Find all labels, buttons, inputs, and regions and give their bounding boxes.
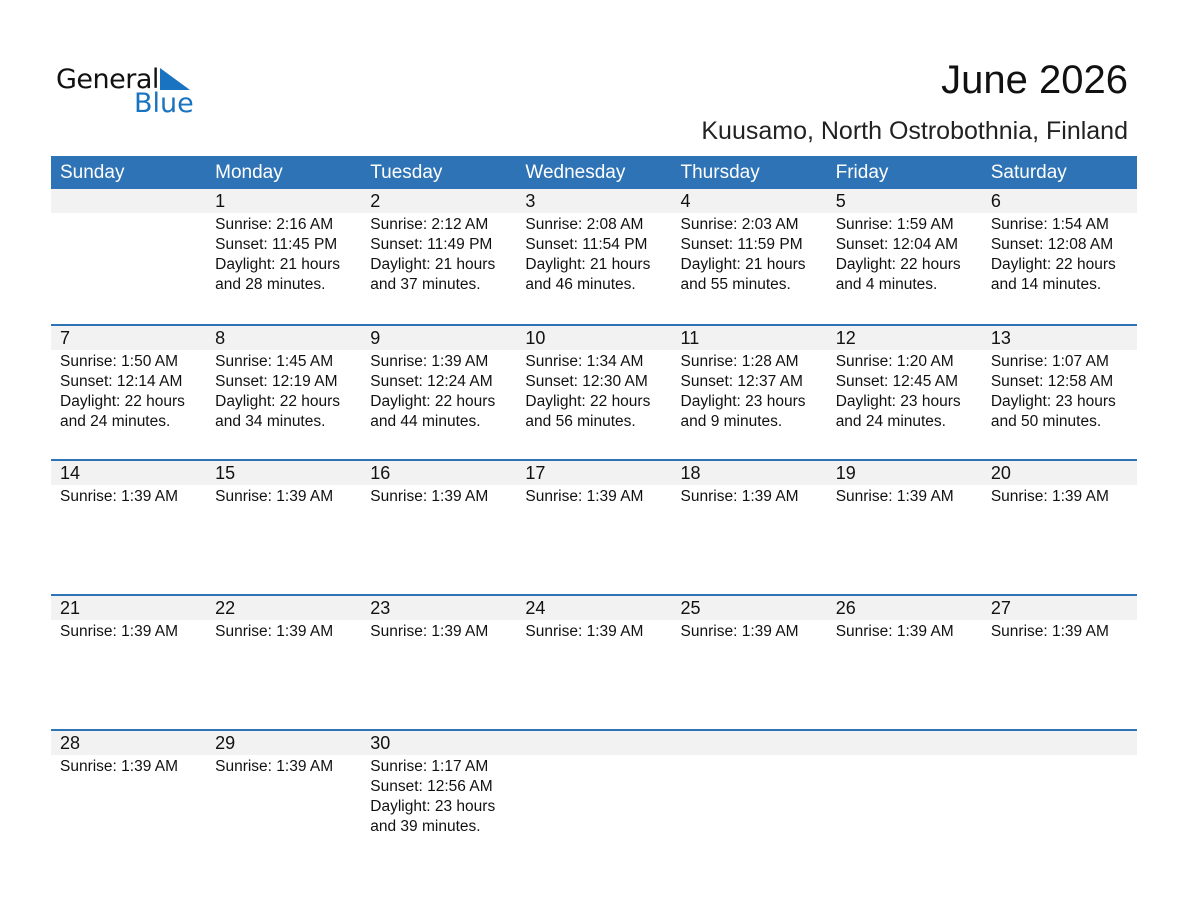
- sun-info-line: Sunrise: 1:39 AM: [60, 488, 179, 505]
- sun-info-line: Daylight: 22 hours: [215, 393, 341, 410]
- sun-info-line: Sunrise: 1:50 AM: [60, 353, 179, 370]
- sun-info-line: Sunset: 12:24 AM: [370, 373, 493, 390]
- weekday-wednesday: Wednesday: [525, 162, 626, 183]
- sun-info-line: Sunrise: 2:03 AM: [680, 216, 799, 233]
- sun-info-line: Sunset: 12:58 AM: [990, 373, 1114, 390]
- sun-info-line: Daylight: 21 hours: [525, 256, 651, 273]
- sun-info-line: Daylight: 23 hours: [680, 393, 806, 410]
- day-cell: [516, 326, 671, 432]
- day-number: 18: [680, 463, 701, 483]
- day-cell: [827, 326, 982, 432]
- sun-info-line: and 34 minutes.: [215, 413, 326, 430]
- weekday-header: [51, 156, 1137, 189]
- sun-info-line: Sunrise: 1:39 AM: [215, 758, 334, 775]
- sun-info-line: Sunrise: 1:39 AM: [990, 623, 1109, 640]
- sun-info-line: Daylight: 22 hours: [835, 256, 961, 273]
- weekday-sunday: Sunday: [60, 162, 125, 183]
- day-number: 4: [680, 191, 691, 211]
- sun-info-line: Sunrise: 1:45 AM: [215, 353, 334, 370]
- day-cell: [206, 326, 361, 432]
- sun-info-line: Daylight: 22 hours: [990, 256, 1116, 273]
- day-cell: [672, 189, 827, 295]
- day-cell: [516, 596, 671, 642]
- day-cell: [982, 461, 1137, 507]
- day-number: 15: [215, 463, 236, 483]
- day-cell: [361, 596, 516, 642]
- day-cell: [516, 189, 671, 295]
- day-number: 6: [990, 191, 1001, 211]
- sun-info-line: Daylight: 21 hours: [215, 256, 341, 273]
- sun-info-line: and 4 minutes.: [835, 276, 938, 293]
- sun-info-line: and 55 minutes.: [680, 276, 791, 293]
- day-number: 14: [60, 463, 81, 483]
- day-cell: [982, 326, 1137, 432]
- day-number: 17: [525, 463, 546, 483]
- day-number: 23: [370, 598, 391, 618]
- sun-info-line: and 28 minutes.: [215, 276, 326, 293]
- day-number: 24: [525, 598, 546, 618]
- sun-info-line: Sunrise: 1:39 AM: [525, 488, 644, 505]
- sun-info-line: Sunrise: 1:07 AM: [990, 353, 1109, 370]
- day-number: 26: [835, 598, 856, 618]
- week-row: [51, 729, 1137, 864]
- day-number: 16: [370, 463, 391, 483]
- day-cell: [827, 461, 982, 507]
- sun-info-line: Sunrise: 2:12 AM: [370, 216, 489, 233]
- sun-info-line: Sunrise: 1:34 AM: [525, 353, 644, 370]
- sun-info-line: Sunrise: 1:39 AM: [525, 623, 644, 640]
- sun-info-line: Sunset: 11:45 PM: [215, 236, 338, 253]
- week-row: [51, 189, 1137, 324]
- sun-info-line: Sunrise: 1:54 AM: [990, 216, 1109, 233]
- day-cell: [361, 189, 516, 295]
- logo-text-blue: Blue: [134, 88, 194, 119]
- sun-info-line: and 50 minutes.: [990, 413, 1102, 430]
- day-number: 30: [370, 733, 391, 753]
- day-number: 29: [215, 733, 236, 753]
- day-cell: [982, 189, 1137, 295]
- day-cell: [51, 326, 206, 432]
- day-number: 13: [990, 328, 1011, 348]
- day-cell: [206, 596, 361, 642]
- week-row: [51, 324, 1137, 459]
- sun-info-line: Sunset: 12:30 AM: [525, 373, 648, 390]
- day-cell: [51, 461, 206, 507]
- sun-info-line: Sunrise: 1:20 AM: [835, 353, 954, 370]
- sun-info-line: and 14 minutes.: [990, 276, 1102, 293]
- sun-info-line: Sunset: 11:49 PM: [370, 236, 493, 253]
- sun-info-line: Sunset: 12:14 AM: [60, 373, 183, 390]
- calendar-grid: [51, 156, 1137, 864]
- day-cell: [361, 326, 516, 432]
- sun-info-line: Sunrise: 1:39 AM: [370, 353, 489, 370]
- sun-info-line: Sunset: 12:08 AM: [990, 236, 1114, 253]
- sun-info-line: Sunset: 11:59 PM: [680, 236, 803, 253]
- sun-info-line: Sunrise: 1:28 AM: [680, 353, 799, 370]
- sun-info-line: Sunrise: 1:39 AM: [990, 488, 1109, 505]
- weekday-tuesday: Tuesday: [370, 162, 443, 183]
- page-title: June 2026: [941, 58, 1128, 102]
- day-number: 9: [370, 328, 381, 348]
- day-number: 12: [835, 328, 856, 348]
- sun-info-line: Daylight: 23 hours: [835, 393, 961, 410]
- day-number: 1: [215, 191, 226, 211]
- sun-info-line: Sunset: 12:04 AM: [835, 236, 959, 253]
- sun-info-line: Sunrise: 1:39 AM: [60, 623, 179, 640]
- day-cell: [827, 596, 982, 642]
- sun-info-line: Sunrise: 2:08 AM: [525, 216, 644, 233]
- sun-info-line: Sunrise: 1:59 AM: [835, 216, 954, 233]
- sun-info-line: Daylight: 21 hours: [370, 256, 496, 273]
- sun-info-line: Sunrise: 1:39 AM: [370, 623, 489, 640]
- sun-info-line: Daylight: 22 hours: [370, 393, 496, 410]
- day-cell: [516, 461, 671, 507]
- day-cell: [51, 596, 206, 642]
- weekday-friday: Friday: [835, 162, 889, 183]
- weekday-thursday: Thursday: [680, 162, 760, 183]
- sun-info-line: and 24 minutes.: [835, 413, 946, 430]
- day-cell: [361, 731, 516, 837]
- sun-info-line: Sunrise: 2:16 AM: [215, 216, 334, 233]
- logo: [56, 64, 194, 119]
- day-cell: [672, 596, 827, 642]
- day-number: 11: [680, 328, 700, 348]
- sun-info-line: Sunset: 12:19 AM: [215, 373, 338, 390]
- sun-info-line: Sunrise: 1:39 AM: [835, 488, 954, 505]
- day-number: 19: [835, 463, 856, 483]
- day-number: 28: [60, 733, 81, 753]
- weekday-saturday: Saturday: [990, 162, 1067, 183]
- sun-info-line: Sunset: 11:54 PM: [525, 236, 648, 253]
- weekday-monday: Monday: [215, 162, 283, 183]
- sun-info-line: Sunrise: 1:39 AM: [215, 488, 334, 505]
- sun-info-line: Sunset: 12:37 AM: [680, 373, 803, 390]
- sun-info-line: and 9 minutes.: [680, 413, 783, 430]
- day-number: 3: [525, 191, 536, 211]
- day-cell: [51, 731, 206, 777]
- sun-info-line: and 56 minutes.: [525, 413, 636, 430]
- sun-info-line: Daylight: 23 hours: [990, 393, 1116, 410]
- sun-info-line: Sunset: 12:56 AM: [370, 778, 493, 795]
- logo-text-general: General: [56, 64, 159, 95]
- sun-info-line: Sunrise: 1:39 AM: [60, 758, 179, 775]
- sun-info-line: Sunrise: 1:39 AM: [680, 488, 799, 505]
- sun-info-line: Sunrise: 1:39 AM: [835, 623, 954, 640]
- day-number: 2: [370, 191, 381, 211]
- day-number: 22: [215, 598, 236, 618]
- day-cell: [206, 731, 361, 777]
- day-cell: [827, 189, 982, 295]
- sun-info-line: Daylight: 22 hours: [525, 393, 651, 410]
- sun-info-line: Sunrise: 1:39 AM: [680, 623, 799, 640]
- day-cell: [361, 461, 516, 507]
- sun-info-line: and 39 minutes.: [370, 818, 481, 835]
- day-cell: [206, 189, 361, 295]
- sun-info-line: Daylight: 22 hours: [60, 393, 185, 410]
- day-cell: [206, 461, 361, 507]
- day-number: 21: [60, 598, 81, 618]
- week-row: [51, 459, 1137, 594]
- day-number: 27: [990, 598, 1011, 618]
- day-cell: [982, 596, 1137, 642]
- sun-info-line: and 46 minutes.: [525, 276, 636, 293]
- sun-info-line: Sunrise: 1:39 AM: [370, 488, 489, 505]
- day-cell: [672, 461, 827, 507]
- location-subtitle: Kuusamo, North Ostrobothnia, Finland: [701, 117, 1128, 145]
- sun-info-line: and 44 minutes.: [370, 413, 481, 430]
- sun-info-line: Daylight: 21 hours: [680, 256, 806, 273]
- sun-info-line: Sunset: 12:45 AM: [835, 373, 959, 390]
- week-row: [51, 594, 1137, 729]
- day-cell: [672, 326, 827, 432]
- sun-info-line: Sunrise: 1:39 AM: [215, 623, 334, 640]
- sun-info-line: Sunrise: 1:17 AM: [370, 758, 489, 775]
- sun-info-line: and 37 minutes.: [370, 276, 481, 293]
- day-number: 10: [525, 328, 546, 348]
- day-number: 7: [60, 328, 71, 348]
- day-number: 25: [680, 598, 701, 618]
- day-number: 8: [215, 328, 226, 348]
- day-number: 20: [990, 463, 1011, 483]
- day-number: 5: [835, 191, 846, 211]
- sun-info-line: and 24 minutes.: [60, 413, 171, 430]
- sun-info-line: Daylight: 23 hours: [370, 798, 496, 815]
